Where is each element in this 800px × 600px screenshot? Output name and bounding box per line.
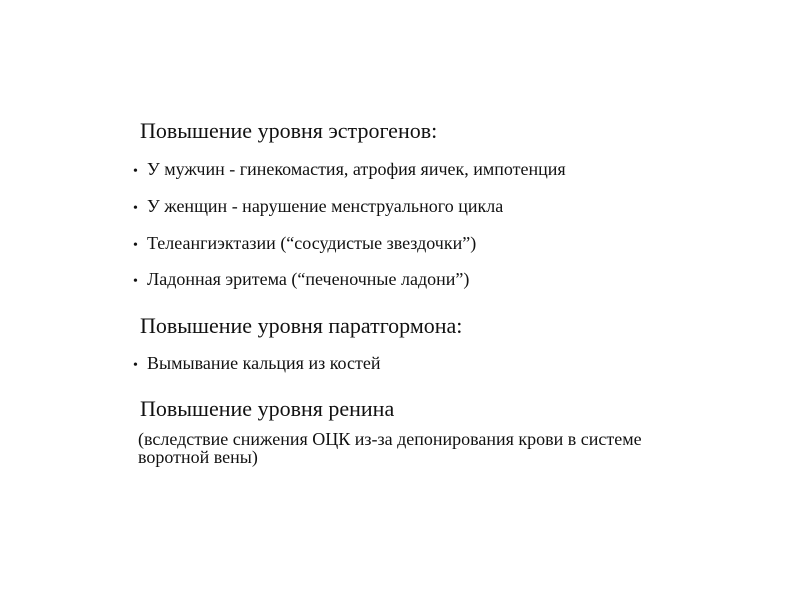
bullet-text: Вымывание кальция из костей bbox=[147, 353, 381, 373]
bullet-text: У женщин - нарушение менструального цикла bbox=[147, 196, 504, 216]
bullet-item bbox=[133, 232, 476, 257]
renin-note: (вследствие снижения ОЦК из-за депонирования крови в системе воротной вены) bbox=[138, 429, 642, 467]
bullet-dot-icon: • bbox=[133, 238, 138, 253]
bullet-dot-icon: • bbox=[133, 358, 138, 373]
bullet-text: Ладонная эритема (“печеночные ладони”) bbox=[147, 269, 470, 289]
heading-renin: Повышение уровня ренина bbox=[140, 396, 395, 421]
heading-parathormone: Повышение уровня паратгормона: bbox=[140, 313, 463, 338]
bullet-text: У мужчин - гинекомастия, атрофия яичек, импотенция bbox=[147, 159, 566, 179]
bullet-text: Телеангиэктазии (“сосудистые звездочки”) bbox=[147, 233, 477, 253]
bullet-item bbox=[133, 195, 503, 220]
bullet-item bbox=[133, 352, 380, 377]
bullet-item bbox=[133, 158, 566, 183]
bullet-dot-icon: • bbox=[133, 164, 138, 179]
bullet-item bbox=[133, 268, 469, 293]
bullet-dot-icon: • bbox=[133, 201, 138, 216]
heading-estrogen: Повышение уровня эстрогенов: bbox=[140, 118, 438, 143]
bullet-dot-icon: • bbox=[133, 274, 138, 289]
